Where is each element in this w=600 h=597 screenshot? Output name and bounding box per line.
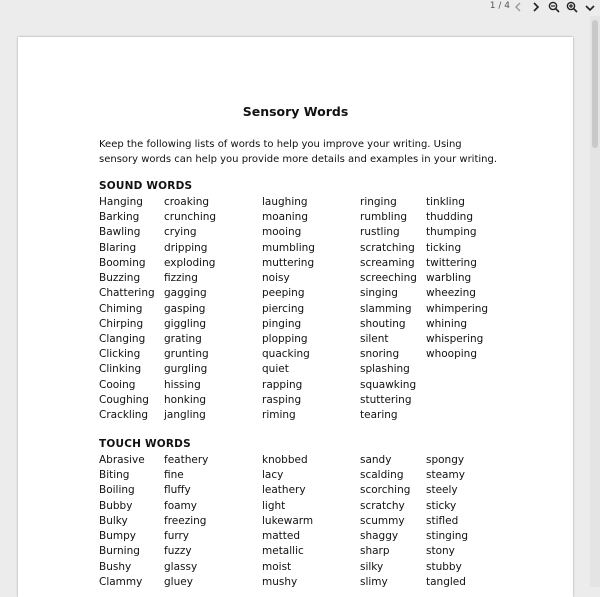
word-column [360,195,417,423]
word-item: plopping [262,332,308,345]
zoom-out-icon[interactable] [546,0,562,14]
word-item: pinging [262,317,302,330]
word-item: Barking [99,211,140,224]
touch-words-heading: TOUCH WORDS [99,438,191,450]
word-item: scummy [360,514,405,527]
word-item: piercing [262,302,305,315]
word-item: warbling [426,272,472,285]
word-item: honking [164,393,207,406]
word-item: stuttering [360,393,412,406]
next-page-icon[interactable] [528,0,544,14]
word-item: whining [426,317,468,330]
word-item: riming [262,409,296,422]
word-item: singing [360,287,398,300]
word-item: Buzzing [99,272,141,285]
word-column [426,195,488,362]
sound-words-heading: SOUND WORDS [99,180,193,192]
word-item: Bubby [99,499,133,512]
word-item: steely [426,484,458,497]
word-item: hissing [164,378,201,391]
word-item: wheezing [426,287,476,300]
word-item: stifled [426,514,459,527]
word-item: mumbling [262,241,315,254]
viewer-toolbar [0,0,600,16]
word-item: rapping [262,378,303,391]
word-item: ticking [426,241,462,254]
word-item: silent [360,332,389,345]
word-item: moist [262,560,292,573]
word-item: Bulky [99,514,128,527]
word-item: Bawling [99,226,141,239]
word-item: Cooing [99,378,136,391]
word-item: giggling [164,317,207,330]
word-item: scorching [360,484,411,497]
word-column [99,453,145,590]
word-item: sticky [426,499,457,512]
word-item: Clicking [99,348,141,361]
word-item: spongy [426,454,465,466]
word-item: laughing [262,196,308,208]
word-item: stinging [426,530,469,543]
word-column [262,195,315,423]
word-item: knobbed [262,454,308,466]
word-item: Chiming [99,302,143,315]
word-item: Biting [99,469,130,482]
word-item: Blaring [99,241,137,254]
word-item: freezing [164,514,207,527]
word-item: tinkling [426,196,465,208]
word-item: snoring [360,348,400,361]
word-column [164,195,216,423]
word-item: lacy [262,469,284,482]
word-item: rumbling [360,211,408,224]
word-item: scalding [360,469,404,482]
zoom-in-icon[interactable] [564,0,580,14]
word-item: mushy [262,575,298,588]
word-column [262,453,313,590]
word-item: croaking [164,196,210,208]
page-counter: 1 / 4 [489,1,510,11]
word-item: sharp [360,545,390,558]
scrollbar-thumb[interactable] [592,20,598,148]
word-item: Clinking [99,363,142,376]
word-item: shaggy [360,530,399,543]
word-item: steamy [426,469,465,482]
word-item: Clanging [99,332,146,345]
word-item: tearing [360,409,398,422]
word-item: Bushy [99,560,132,573]
word-item: moaning [262,211,308,224]
word-item: grunting [164,348,209,361]
word-column [99,195,155,423]
word-item: fizzing [164,272,198,285]
word-item: stubby [426,560,462,573]
word-item: gasping [164,302,206,315]
word-column [164,453,208,590]
word-item: whooping [426,348,477,361]
word-item: fuzzy [164,545,192,558]
word-item: jangling [164,409,206,422]
more-icon[interactable] [582,0,598,14]
word-item: stony [426,545,455,558]
intro-paragraph: Keep the following lists of words to help you improve your writing. Using sensory words can help you provide more details and examples in your writing. [99,139,498,165]
document-title: Sensory Words [242,104,349,119]
word-item: Chirping [99,317,144,330]
word-item: silky [360,560,384,573]
word-item: rasping [262,393,302,406]
word-item: whispering [426,332,484,345]
word-item: muttering [262,256,315,269]
word-item: quiet [262,363,289,376]
word-item: Booming [99,256,146,269]
word-item: rustling [360,226,400,239]
word-item: gluey [164,575,193,588]
word-item: squawking [360,378,417,391]
word-item: Boiling [99,484,135,497]
word-item: Bumpy [99,530,136,543]
word-item: matted [262,530,301,543]
word-item: slimy [360,575,388,588]
word-item: gurgling [164,363,208,376]
word-item: grating [164,332,202,345]
word-item: scratchy [360,499,405,512]
word-item: foamy [164,499,197,512]
word-item: twittering [426,256,477,269]
word-item: Chattering [99,287,155,300]
word-item: fluffy [164,484,191,497]
word-item: splashing [360,363,410,376]
word-item: Abrasive [99,454,145,466]
word-item: sandy [360,454,392,466]
word-item: metallic [262,545,304,558]
word-item: Hanging [99,196,143,208]
word-item: thumping [426,226,477,239]
prev-page-icon[interactable] [510,0,526,14]
word-column [426,453,468,590]
word-item: noisy [262,272,290,285]
word-item: Burning [99,545,140,558]
word-item: whimpering [426,302,489,315]
word-item: shouting [360,317,406,330]
word-item: dripping [164,241,208,254]
word-item: crunching [164,211,217,224]
word-item: exploding [164,256,216,269]
word-column [360,453,410,590]
word-item: feathery [164,454,209,466]
word-item: ringing [360,196,397,208]
word-item: gagging [164,287,207,300]
word-item: Coughing [99,393,149,406]
vertical-scrollbar[interactable] [590,16,600,587]
word-item: Crackling [99,409,149,422]
word-item: Clammy [99,575,143,588]
word-item: screeching [360,272,417,285]
word-item: slamming [360,302,412,315]
word-item: scratching [360,241,415,254]
word-item: leathery [262,484,306,497]
word-item: quacking [262,348,310,361]
document-page [18,37,573,597]
word-item: crying [164,226,197,239]
word-item: mooing [262,226,302,239]
word-item: tangled [426,575,466,588]
word-item: lukewarm [262,514,314,527]
word-item: fine [164,469,184,482]
word-item: light [262,499,286,512]
word-item: furry [164,530,190,543]
word-item: thudding [426,211,473,224]
word-item: glassy [164,560,198,573]
word-item: peeping [262,287,305,300]
word-item: screaming [360,256,415,269]
